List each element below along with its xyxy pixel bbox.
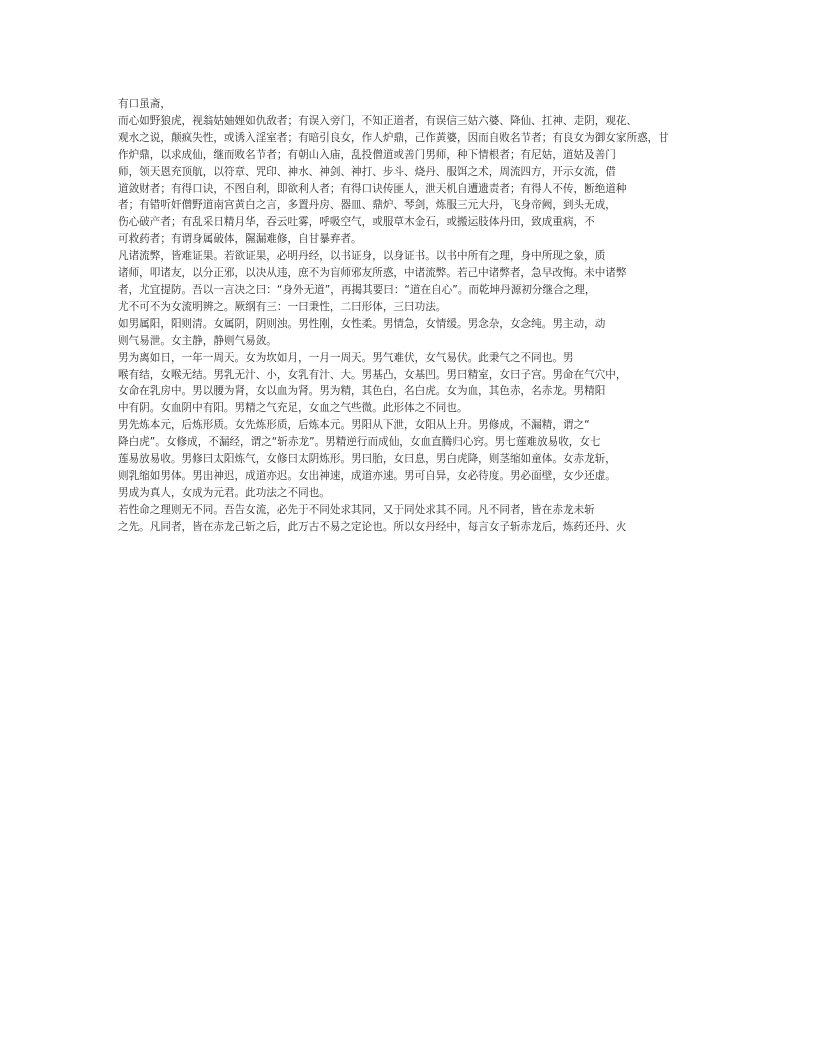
text-line: 莲易放易收。男修曰太阳炼气，女修曰太阴炼形。男曰胎，女曰息，男白虎降，则茎缩如童体。女赤龙斩， <box>118 453 616 466</box>
text-line: 喉有结，女喉无结。男乳无汁、小，女乳有汁、大。男基凸，女基凹。男曰精室，女曰子宫。男命在气穴中， <box>118 368 627 381</box>
text-line: 凡诸流弊，皆难证果。若欲证果，必明丹经，以书证身，以身证书。以书中所有之理，身中所现之象，质 <box>118 250 606 263</box>
text-line: 观水之说，颠疯失性，或诱入淫室者；有暗引良女，作人炉鼎，己作黄婆，因而自败名节者；有良女为御女家所惑，甘 <box>118 131 669 144</box>
text-line: 男先炼本元，后炼形质。女先炼形质，后炼本元。男阳从下泄，女阳从上升。男修成，不漏精，谓之“ <box>118 419 590 432</box>
text-line: 道敛财者；有得口诀，不图自利，即欲利人者；有得口诀传匪人，泄天机自遭遗责者；有得人不传，断绝道种 <box>118 182 627 195</box>
text-line: 男为离如日，一年一周天。女为坎如月，一月一周天。男气难伏，女气易伏。此秉气之不同也。男 <box>118 351 574 364</box>
text-line: 可救药者；有谓身属破体，隰漏难修，自甘暴弃者。 <box>118 233 362 246</box>
text-line: 尤不可不为女流明辨之。厥纲有三：一曰秉性，二曰形体，三曰功法。 <box>118 300 447 313</box>
text-line: 作炉鼎，以求成仙，继而败名节者；有朝山入庙，乱投僧道或善门男师，种下情根者；有尼姑，道姑及善门 <box>118 148 616 161</box>
text-line: 降白虎”。女修成，不漏经，谓之“斩赤龙”。男精逆行而成仙，女血直腾归心窍。男七莲难放易收，女七 <box>118 436 601 449</box>
text-line: 中有阴。女血阴中有阳。男精之气充足，女血之气些微。此形体之不同也。 <box>118 402 468 415</box>
text-line: 女命在乳房中。男以腰为肾，女以血为肾。男为精，其色白，名白虎。女为血，其色赤，名赤龙。男精阳 <box>118 385 606 398</box>
text-line: 而心如野狼虎，视翁姑妯娌如仇敌者；有误入旁门，不知正道者，有误信三姑六婆、降仙、扛神、走阴，观花、 <box>118 114 638 127</box>
text-line: 之先。凡同者，皆在赤龙己斩之后，此万古不易之定论也。所以女丹经中，每言女子斩赤龙后，炼药还丹、火 <box>118 520 627 533</box>
text-line: 师，领天恩充顶航，以符章、咒印、神水、神剑、神打、步斗、烧丹、服饵之术，周流四方，开示女流，借 <box>118 165 616 178</box>
text-line: 则乳缩如男体。男出神迟，成道亦迟。女出神速，成道亦速。男可自异，女必待度。男必面壁，女少还虚。 <box>118 469 616 482</box>
document-body-text <box>118 96 704 536</box>
text-line: 男成为真人，女成为元君。此功法之不同也。 <box>118 486 330 499</box>
text-line: 诸师，叩诸友，以分正邪，以决从违，庶不为盲师邪友所惑，中诸流弊。若己中诸弊者，急早改悔。未中诸弊 <box>118 267 627 280</box>
text-line: 伤心破产者；有乱采日精月华，吞云吐雾，呼吸空气，或服草木金石，或搬运肢体丹田，致成重病，不 <box>118 216 595 229</box>
text-line: 有口虽斋， <box>118 98 171 110</box>
text-line: 者，尤宜提防。吾以一言决之曰：“身外无道”，再揭其要曰：“道在自心”。而乾坤丹源初分继合之理， <box>118 283 596 296</box>
text-line: 则气易泄。女主静，静则气易敛。 <box>118 334 277 347</box>
text-line: 若性命之理则无不同。吾告女流，必先于不同处求其同，又于同处求其不同。凡不同者，皆在赤龙未斩 <box>118 503 595 516</box>
text-line: 如男属阳，阳则清。女属阴，阴则浊。男性刚，女性柔。男情急，女情缓。男念杂，女念纯。男主动，动 <box>118 317 606 330</box>
text-line: 者；有错听奸僧野道南宫黄白之言，多置丹房、器皿、鼎炉、琴剑，炼服三元大丹，飞身帝阙，到头无成， <box>118 199 616 212</box>
